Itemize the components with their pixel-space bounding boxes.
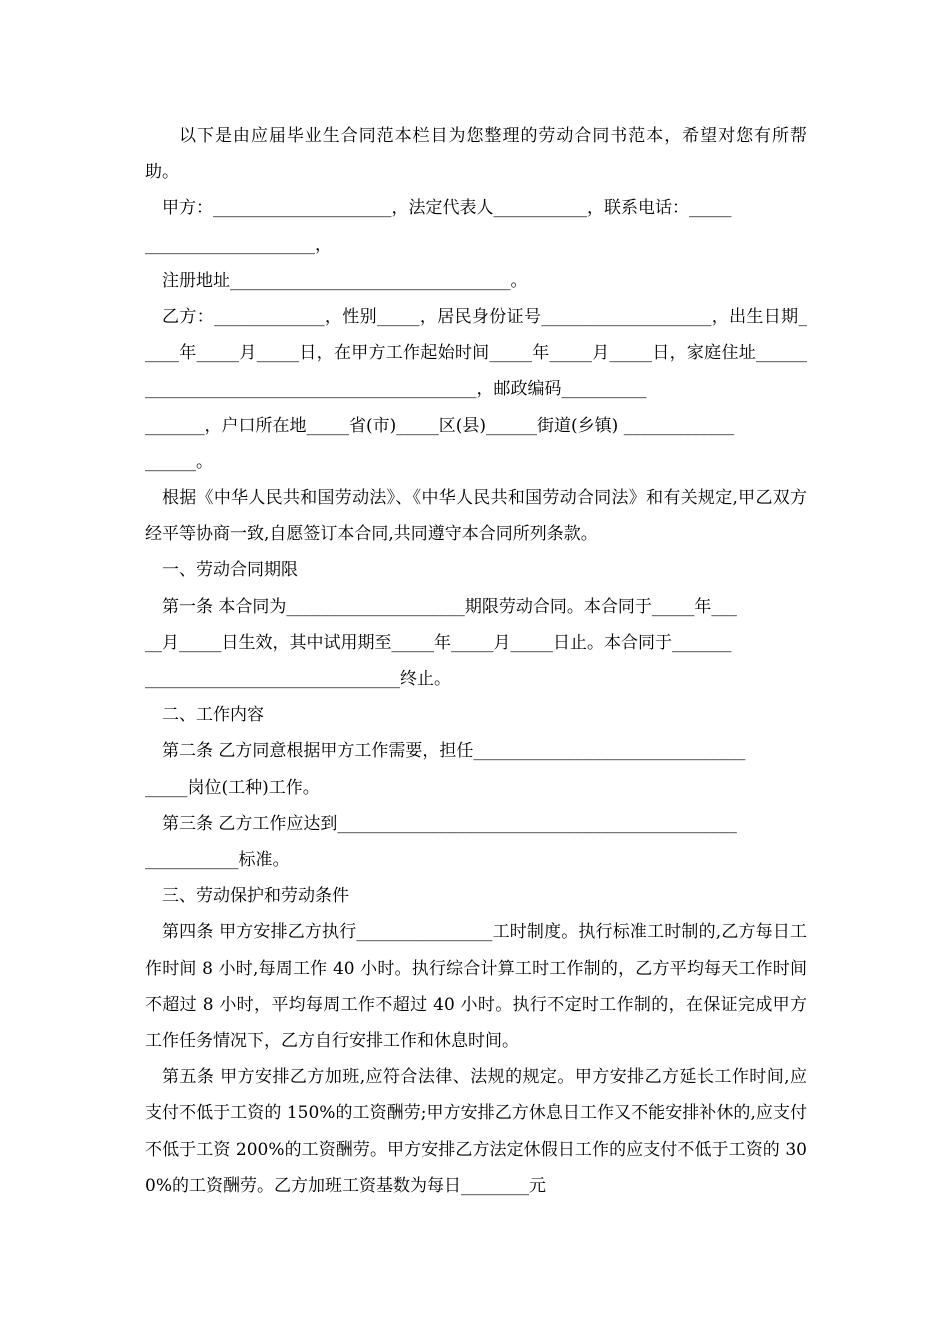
article-2-line-cont: _____岗位(工种)工作。	[145, 777, 320, 798]
contract-page	[145, 118, 807, 1204]
section-heading-term: 一、劳动合同期限	[162, 560, 298, 581]
party-a-line-cont: ____________________，	[145, 234, 332, 255]
basis-paragraph: 根据《中华人民共和国劳动法》、《中华人民共和国劳动合同法》和有关规定,甲乙双方经平等协商一致,自愿签订本合同,共同遵守本合同所列条款。	[145, 488, 807, 545]
party-b-paragraph: 乙方：_____________，性别_____，居民身份证号____________________，出生日期_____年_____月_____日，在甲方工作起始时间_____年_____月_____日，家庭住址_____________________________________________，邮政编码__________	[145, 307, 807, 400]
article-3-line: 第三条 乙方工作应达到_______________________________________________	[162, 813, 737, 834]
article-1-line-cont: __月_____日生效，其中试用期至_____年_____月_____日止。本合同于_______	[145, 632, 732, 653]
party-b-line-end: ______。	[145, 451, 213, 472]
article-1-line: 第一条 本合同为_____________________期限劳动合同。本合同于_____年___	[162, 596, 737, 617]
section-heading-protection: 三、劳动保护和劳动条件	[162, 886, 349, 907]
party-a-line: 甲方：_____________________，法定代表人___________，联系电话：_____	[162, 198, 732, 219]
party-b-line-cont: _______，户口所在地_____省(市)_____区(县)______街道(乡镇) _____________	[145, 415, 735, 436]
section-heading-work: 二、工作内容	[162, 705, 264, 726]
article-5-paragraph: 第五条 甲方安排乙方加班,应符合法律、法规的规定。甲方安排乙方延长工作时间,应支付不低于工资的 150%的工资酬劳;甲方安排乙方休息日工作又不能安排补休的,应支付不低于工资 200%的工资酬劳。甲方安排乙方法定休假日工作的应支付不低于工资的 300%的工资酬劳。乙方加班工资基数为每日________元	[145, 1067, 807, 1196]
article-1-line-end: ______________________________终止。	[145, 669, 451, 690]
intro-paragraph: 以下是由应届毕业生合同范本栏目为您整理的劳动合同书范本，希望对您有所帮助。	[145, 126, 807, 183]
article-3-line-cont: ___________标准。	[145, 850, 290, 871]
article-2-line: 第二条 乙方同意根据甲方工作需要，担任________________________________	[162, 741, 746, 762]
registered-address: 注册地址_________________________________。	[162, 270, 528, 291]
article-4-paragraph: 第四条 甲方安排乙方执行________________工时制度。执行标准工时制的,乙方每日工作时间 8 小时,每周工作 40 小时。执行综合计算工时工作制的，乙方平均每天工作时间不超过 8 小时，平均每周工作不超过 40 小时。执行不定时工作制的，在保证完成甲方工作任务情况下，乙方自行安排工作和休息时间。	[145, 922, 807, 1052]
